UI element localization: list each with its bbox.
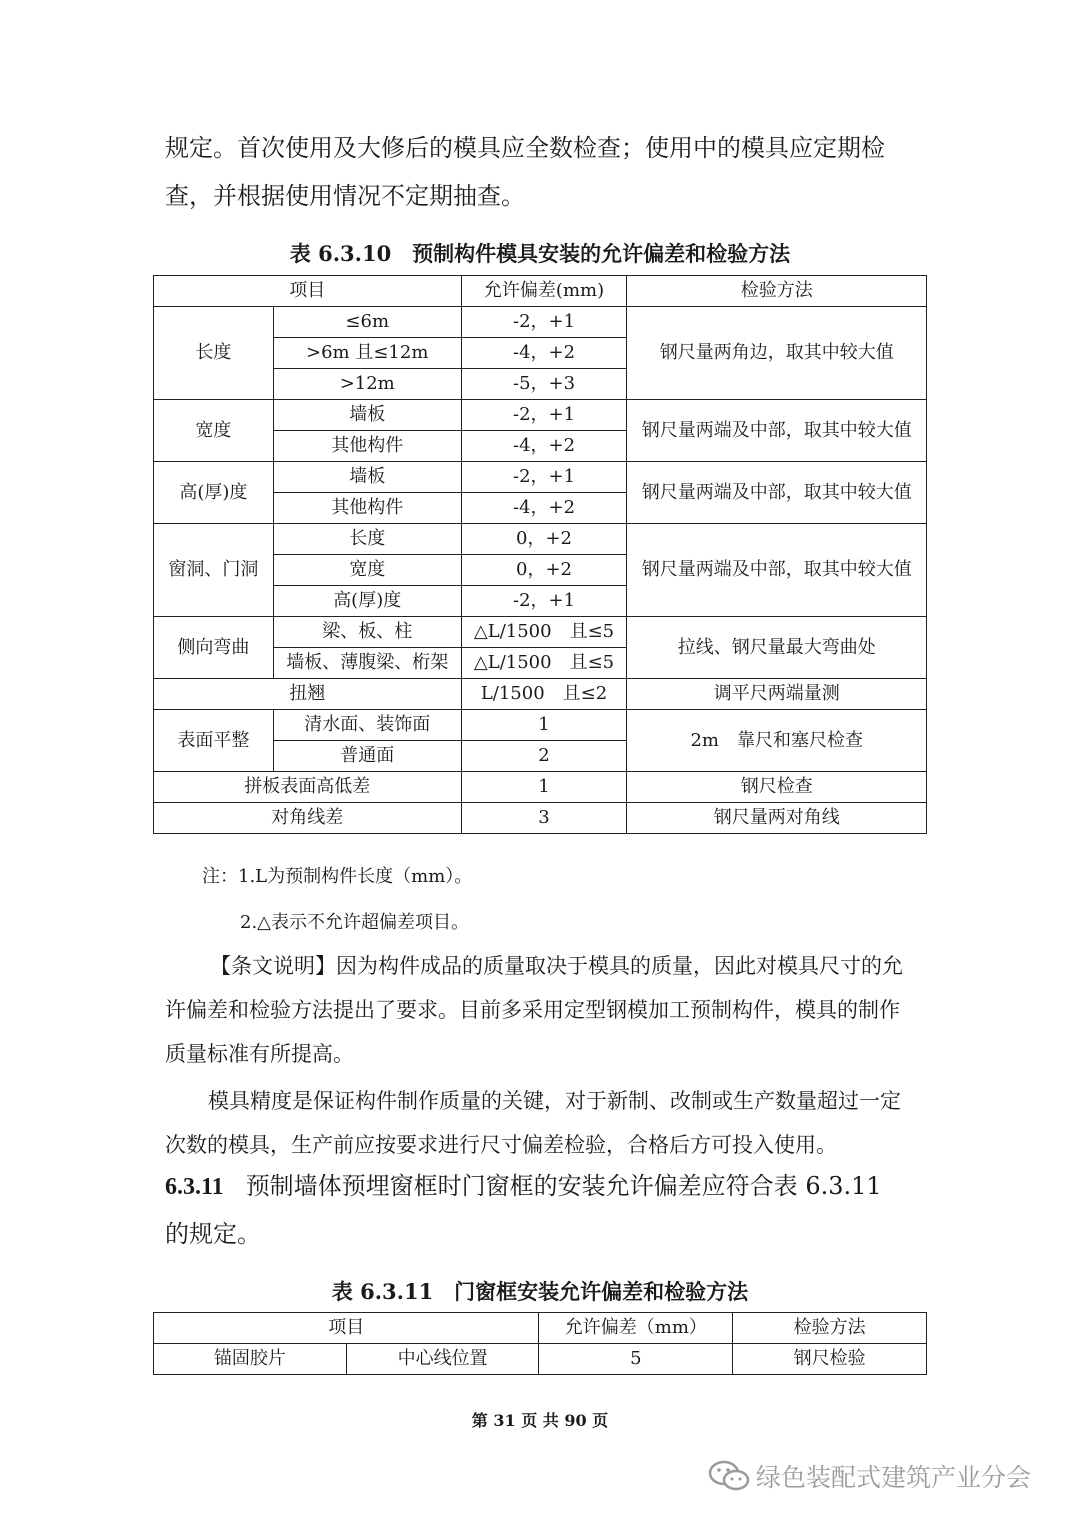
intro-line-2: 查，并根据使用情况不定期抽查。: [165, 182, 525, 210]
row-label-width: 宽度: [154, 400, 274, 462]
row-label-length: 长度: [154, 307, 274, 400]
cell-item: >12m: [273, 369, 461, 400]
cell-value: 0，+2: [461, 555, 627, 586]
header-tolerance: 允许偏差(mm): [461, 276, 627, 307]
cell-value: -2，+1: [461, 307, 627, 338]
wechat-icon: [708, 1459, 750, 1493]
cell-item: >6m 且≤12m: [273, 338, 461, 369]
explain-line-5: 次数的模具，生产前应按要求进行尺寸偏差检验，合格后方可投入使用。: [165, 1133, 837, 1157]
watermark: [708, 1458, 1031, 1494]
row-label-joint: 拼板表面高低差: [154, 772, 462, 803]
table-row: [154, 524, 927, 555]
header-item: 项目: [154, 276, 462, 307]
intro-line-1: 规定。首次使用及大修后的模具应全数检查；使用中的模具应定期检: [165, 134, 885, 162]
cell-value: △L/1500 且≤5: [461, 617, 627, 648]
section-number: 6.3.11: [165, 1174, 224, 1200]
cell-item: 墙板、薄腹梁、桁架: [273, 648, 461, 679]
cell-method: 钢尺量两端及中部，取其中较大值: [627, 400, 927, 462]
cell-method: 钢尺检查: [627, 772, 927, 803]
note-2: 2.△表示不允许超偏差项目。: [240, 912, 470, 933]
cell-value: -2，+1: [461, 462, 627, 493]
cell-method: 钢尺量两端及中部，取其中较大值: [627, 462, 927, 524]
cell-item: ≤6m: [273, 307, 461, 338]
header-item: 项目: [154, 1313, 539, 1344]
cell-value: -4，+2: [461, 431, 627, 462]
cell-item: 其他构件: [273, 493, 461, 524]
explain-line-4: 模具精度是保证构件制作质量的关键，对于新制、改制或生产数量超过一定: [208, 1089, 901, 1113]
cell-item: 高(厚)度: [273, 586, 461, 617]
row-label-twist: 扭翘: [154, 679, 462, 710]
section-text: 预制墙体预埋窗框时门窗框的安装允许偏差应符合表 6.3.11: [245, 1172, 882, 1200]
section-heading: [165, 1162, 925, 1211]
cell-method: 2m 靠尺和塞尺检查: [627, 710, 927, 772]
header-tolerance: 允许偏差（mm）: [539, 1313, 733, 1344]
row-label-diagonal: 对角线差: [154, 803, 462, 834]
cell-item: 长度: [273, 524, 461, 555]
cell-value: -4，+2: [461, 338, 627, 369]
cell-item: 普通面: [273, 741, 461, 772]
explain-line-1: 【条文说明】因为构件成品的质量取决于模具的质量，因此对模具尺寸的允: [210, 954, 903, 978]
table1-caption: 表 6.3.10 预制构件模具安装的允许偏差和检验方法: [289, 241, 791, 266]
header-method: 检验方法: [733, 1313, 927, 1344]
cell-value: 2: [461, 741, 627, 772]
cell-value: 1: [461, 710, 627, 741]
explain-line-3: 质量标准有所提高。: [165, 1042, 354, 1066]
section-line-2: 的规定。: [165, 1220, 261, 1248]
explain-line-2: 许偏差和检验方法提出了要求。目前多采用定型钢模加工预制构件，模具的制作: [165, 998, 900, 1022]
cell-method: 钢尺量两端及中部，取其中较大值: [627, 524, 927, 617]
table-row: [154, 617, 927, 648]
cell-method: 调平尺两端量测: [627, 679, 927, 710]
table-row: [154, 803, 927, 834]
cell-value: L/1500 且≤2: [461, 679, 627, 710]
cell-value: 5: [539, 1344, 733, 1375]
cell-item: 清水面、装饰面: [273, 710, 461, 741]
cell-value: 1: [461, 772, 627, 803]
cell-value: 3: [461, 803, 627, 834]
row-label-bend: 侧向弯曲: [154, 617, 274, 679]
cell-item: 锚固胶片: [154, 1344, 347, 1375]
table2-caption: 表 6.3.11 门窗框安装允许偏差和检验方法: [331, 1279, 749, 1304]
table-row: [154, 307, 927, 338]
note-1: 注：1.L为预制构件长度（mm）。: [202, 866, 473, 887]
cell-item: 墙板: [273, 462, 461, 493]
tolerance-table-6-3-10: [153, 275, 927, 834]
cell-method: 钢尺量两角边，取其中较大值: [627, 307, 927, 400]
row-label-opening: 窗洞、门洞: [154, 524, 274, 617]
cell-value: -4，+2: [461, 493, 627, 524]
table-row: [154, 462, 927, 493]
table-row: [154, 400, 927, 431]
row-label-height: 高(厚)度: [154, 462, 274, 524]
row-label-flatness: 表面平整: [154, 710, 274, 772]
cell-item: 其他构件: [273, 431, 461, 462]
table-row: [154, 710, 927, 741]
cell-value: -2，+1: [461, 586, 627, 617]
table-header-row: [154, 1313, 927, 1344]
table-row: [154, 772, 927, 803]
cell-method: 拉线、钢尺量最大弯曲处: [627, 617, 927, 679]
cell-item: 梁、板、柱: [273, 617, 461, 648]
table-header-row: [154, 276, 927, 307]
cell-subitem: 中心线位置: [346, 1344, 539, 1375]
cell-value: -5，+3: [461, 369, 627, 400]
cell-value: △L/1500 且≤5: [461, 648, 627, 679]
cell-method: 钢尺量两对角线: [627, 803, 927, 834]
cell-item: 墙板: [273, 400, 461, 431]
table-row: [154, 679, 927, 710]
cell-item: 宽度: [273, 555, 461, 586]
cell-value: 0，+2: [461, 524, 627, 555]
header-method: 检验方法: [627, 276, 927, 307]
tolerance-table-6-3-11: [153, 1312, 927, 1375]
cell-method: 钢尺检验: [733, 1344, 927, 1375]
table-row: [154, 1344, 927, 1375]
cell-value: -2，+1: [461, 400, 627, 431]
page-footer: 第 31 页 共 90 页: [471, 1411, 609, 1430]
watermark-text: 绿色装配式建筑产业分会: [756, 1463, 1032, 1492]
